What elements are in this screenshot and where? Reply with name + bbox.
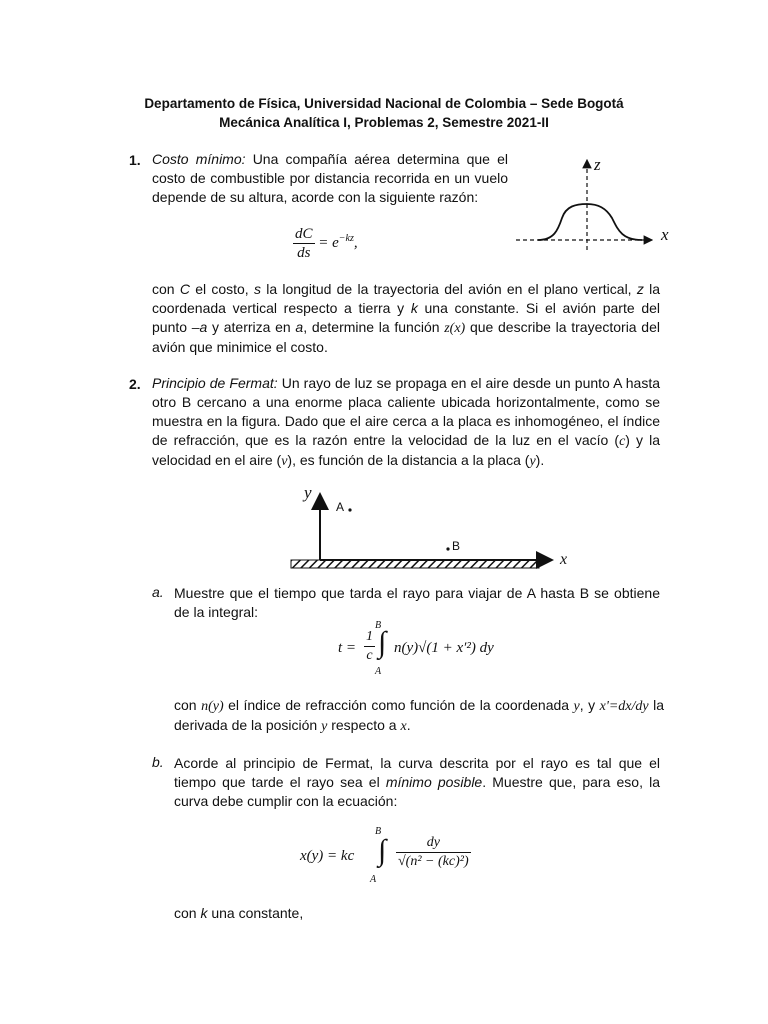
hot-plate bbox=[291, 560, 539, 568]
xy-lhs: x(y) = kc bbox=[300, 848, 355, 864]
pa-var: x'=dx/dy bbox=[599, 699, 649, 714]
y-axis-label: y bbox=[304, 483, 312, 502]
p1-var: z(x) bbox=[444, 321, 466, 336]
time-upper-limit: B bbox=[375, 620, 382, 631]
problem-1-intro-text: Una compañía aérea determina que el costo de combustible por distancia recorrida en un vuelo depende de su altura, acorde con la siguiente razón: bbox=[152, 151, 508, 205]
xy-fraction bbox=[396, 834, 471, 871]
pa-text: la derivada de la posición bbox=[174, 697, 664, 733]
p1-text: la longitud de la trayectoria del avión en el plano vertical, bbox=[260, 281, 637, 297]
p2-text: ). bbox=[535, 452, 545, 468]
time-fraction-num: 1 bbox=[364, 628, 375, 647]
p1-text: , determine la función bbox=[303, 319, 445, 335]
problem-1-intro bbox=[152, 150, 508, 207]
xy-fraction-num: dy bbox=[396, 834, 471, 853]
p2-var: c bbox=[619, 434, 626, 449]
part-b-label: b. bbox=[152, 754, 164, 770]
p1-text: que describe la trayectoria del avión que minimice el costo. bbox=[152, 319, 660, 355]
time-fraction bbox=[364, 628, 375, 665]
pa-var: x bbox=[400, 719, 407, 734]
point-b-dot bbox=[446, 547, 449, 550]
flight-trajectory bbox=[538, 204, 642, 240]
p1-var: k bbox=[410, 300, 418, 316]
p1-text: la coordenada vertical respecto a tierra y bbox=[152, 281, 660, 316]
cost-fraction bbox=[293, 225, 315, 262]
problem-1-title: Costo mínimo: bbox=[152, 151, 246, 167]
point-b-label: B bbox=[452, 539, 461, 553]
p1-var: s bbox=[253, 281, 261, 297]
pa-var: n(y) bbox=[201, 699, 224, 714]
pa-text: el índice de refracción como función de la coordenada bbox=[223, 697, 574, 713]
p2-text: ) y la velocidad en el aire ( bbox=[152, 432, 660, 468]
problem-2-title: Principio de Fermat: bbox=[152, 375, 278, 391]
cost-tail: , bbox=[353, 235, 358, 251]
pb-emphasis: mínimo posible bbox=[385, 774, 483, 790]
pa-text: . bbox=[406, 717, 411, 733]
cost-fraction-den: ds bbox=[297, 245, 311, 261]
time-lhs: t = bbox=[338, 640, 357, 656]
pb-var: k bbox=[200, 905, 208, 921]
part-a-equation bbox=[338, 620, 538, 680]
problem-2-figure bbox=[286, 480, 576, 575]
p1-var: z bbox=[636, 281, 644, 297]
p2-text: Un rayo de luz se propaga en el aire desde un punto A hasta otro B cercano a una enorme placa caliente ubicada horizontalmente, como se muestra en la figura. Dado que el aire cerca a la placa es inhomogéneo, el índice de refracción, que es la razón entre la velocidad de la luz en el vacío ( bbox=[152, 375, 660, 448]
problem-1-figure bbox=[510, 152, 680, 252]
p1-var: C bbox=[179, 281, 190, 297]
cost-exponent: −kz bbox=[338, 232, 354, 244]
part-a-label: a. bbox=[152, 584, 164, 600]
p2-text: ), es función de la distancia a la placa ( bbox=[287, 452, 530, 468]
p1-text: una constante. Si el avión parte del punto bbox=[152, 300, 660, 335]
problem-2-intro bbox=[152, 374, 660, 471]
part-b-text bbox=[174, 754, 660, 811]
cost-rhs: = e bbox=[318, 235, 339, 251]
point-a-label: A bbox=[336, 500, 345, 514]
problem-1-number: 1. bbox=[129, 152, 141, 168]
p1-var: a bbox=[295, 319, 304, 335]
problem-1-body bbox=[152, 280, 660, 357]
pb-text: una constante, bbox=[207, 905, 304, 921]
part-b-after bbox=[174, 904, 660, 923]
part-a-after bbox=[174, 696, 664, 736]
cost-fraction-num: dC bbox=[295, 226, 313, 242]
problem-1-equation bbox=[293, 225, 358, 262]
integral-sign: ∫ bbox=[378, 626, 387, 659]
pa-text: , y bbox=[579, 697, 600, 713]
xy-lower-limit: A bbox=[370, 874, 377, 885]
part-a-text: Muestre que el tiempo que tarda el rayo para viajar de A hasta B se obtiene de la integral: bbox=[174, 585, 660, 620]
xy-upper-limit: B bbox=[375, 826, 382, 837]
point-a-dot bbox=[348, 508, 351, 511]
pb-text: Acorde al principio de Fermat, la curva descrita por el rayo es tal que el tiempo que tarde el rayo sea el bbox=[174, 755, 660, 790]
p1-text: el costo, bbox=[189, 281, 254, 297]
x-axis-label: x bbox=[661, 225, 669, 244]
xy-fraction-den: √(n² − (kc)²) bbox=[398, 854, 469, 869]
p2-var: v bbox=[281, 454, 288, 469]
time-integrand: n(y)√(1 + x′²) dy bbox=[394, 640, 494, 656]
p1-var: –a bbox=[191, 319, 208, 335]
pa-var: y bbox=[321, 719, 328, 734]
problem-2-number: 2. bbox=[129, 376, 141, 392]
x-axis-label: x bbox=[560, 551, 568, 568]
z-axis-label: z bbox=[594, 155, 601, 174]
header-line-2: Mecánica Analítica I, Problemas 2, Semestre 2021-II bbox=[219, 115, 549, 130]
p2-var: y bbox=[529, 454, 536, 469]
pa-text: respecto a bbox=[327, 717, 401, 733]
part-b-equation bbox=[300, 826, 560, 890]
time-lower-limit: A bbox=[375, 666, 382, 677]
pa-text: con bbox=[174, 697, 202, 713]
integral-sign: ∫ bbox=[378, 834, 387, 867]
pb-text: . Muestre que, para eso, la curva debe cumplir con la ecuación: bbox=[174, 774, 660, 809]
pa-var: y bbox=[573, 699, 580, 714]
pb-text: con bbox=[174, 905, 201, 921]
p1-text: y aterriza en bbox=[207, 319, 296, 335]
header-line-1: Departamento de Física, Universidad Nacional de Colombia – Sede Bogotá bbox=[144, 96, 624, 111]
time-fraction-den: c bbox=[366, 648, 373, 663]
p1-text: con bbox=[152, 281, 180, 297]
